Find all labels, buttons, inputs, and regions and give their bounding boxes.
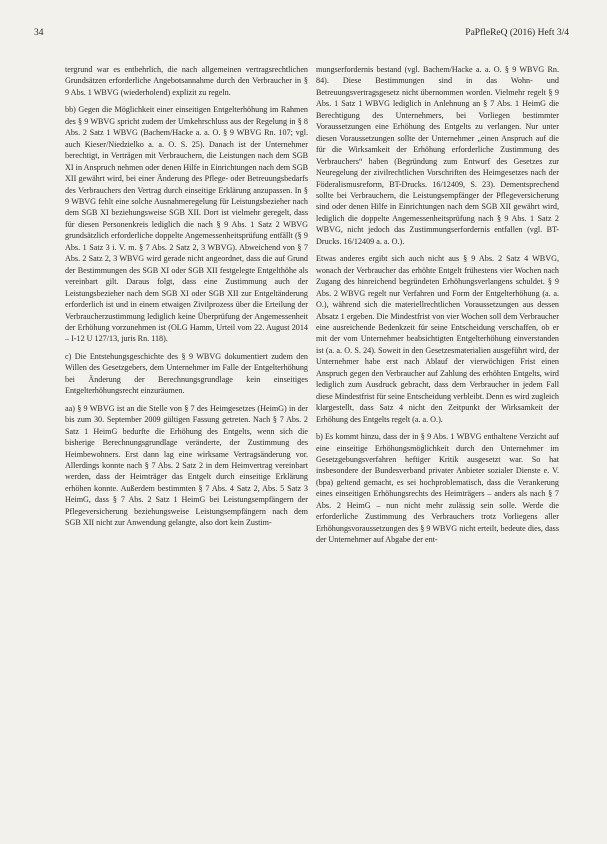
left-column — [65, 64, 308, 535]
paragraph: mungserfordernis bestand (vgl. Bachem/Hacke a. a. O. § 9 WBVG Rn. 84). Diese Bestimmungen sind in das Wohn- und Betreuungsvertragsgesetz nicht übernommen worden. Vielmehr regelt § 9 Abs. 1 Satz 1 WBVG lediglich in Anlehnung an § 7 Abs. 1 HeimG die Berechtigung des Unternehmers, bei Vorliegen bestimmter Voraussetzungen eine Erhöhung des Entgelts zu verlangen. Nur unter diesen Voraussetzungen sollte der Unternehmer „einen Anspruch auf die für die Wirksamkeit der Erhöhung erforderliche Zustimmung des Verbrauchers“ haben (Begründung zum Entwurf des Gesetzes zur Neuregelung der zivilrechtlichen Vorschriften des Heimgesetzes nach der Föderalismusreform, BT-Drucks. 16/12409, S. 23). Dementsprechend sollte bei Verbrauchern, die Leistungsempfänger der Pflegeversicherung sind oder denen Hilfe in Einrichtungen nach dem SGB XII gewährt wird, lediglich die doppelte Angemessenheitsprüfung nach § 9 Abs. 1 Satz 2 WBVG, nicht jedoch das Zustimmungserfordernis entfallen (vgl. BT-Drucks. 16/12409 a. a. O.). — [316, 65, 559, 246]
paragraph: tergrund war es entbehrlich, die nach allgemeinen vertragsrechtlichen Grundsätzen erforderliche Angebotsannahme durch den Verbraucher in § 9 Abs. 1 WBVG (wiederholend) explizit zu regeln. — [65, 65, 308, 97]
paragraph: Etwas anderes ergibt sich auch nicht aus § 9 Abs. 2 Satz 4 WBVG, wonach der Verbraucher das erhöhte Entgelt frühestens vier Wochen nach Zugang des hinreichend begründeten Erhöhungsverlangens schuldet. § 9 Abs. 2 WBVG regelt nur Verfahren und Form der Entgelterhöhung (a. a. O.), während sich die materiellrechtlichen Voraussetzungen aus dessen Absatz 1 ergeben. Die Mindestfrist von vier Wochen soll dem Verbraucher eine ausreichende Bedenkzeit für seine Entscheidung verschaffen, ob er mit der vom Unternehmer beabsichtigten Entgelterhöhung einverstanden ist (a. a. O. S. 24). Soweit in den Gesetzesmaterialien ausgeführt wird, der Unternehmer habe erst nach Ablauf der vierwöchigen Frist einen Anspruch gegen den Verbraucher auf Zahlung des erhöhten Entgelts, wird lediglich zum Ausdruck gebracht, dass dem Verbraucher in jedem Fall diese Mindestfrist für seine Entscheidung verbleibt. Denn es wird zugleich klargestellt, dass Satz 4 nicht den Zeitpunkt der Wirksamkeit der Erhöhung des Entgelts regelt (a. a. O.). — [316, 254, 559, 424]
running-head: PaPfleReQ (2016) Heft 3/4 — [465, 28, 569, 38]
paragraph: b) Es kommt hinzu, dass der in § 9 Abs. 1 WBVG enthaltene Verzicht auf eine einseitige Erhöhungsmöglichkeit durch den Unternehmer im Gesetzgebungsverfahren heftiger Kritik ausgesetzt war. So hat insbesondere der Bundesverband privater Anbieter sozialer Dienste e. V. (bpa) geltend gemacht, es sei hochproblematisch, dass die Verankerung eines einseitigen Erhöhungsrechts des Heimträgers – anders als nach § 7 Abs. 2 HeimG – nun nicht mehr zulässig sein solle. Werde die erforderliche Zustimmung des Verbrauchers trotz Vorliegens aller Erhöhungsvoraussetzungen des § 9 WBVG nicht erteilt, bedeute dies, dass der Unternehmer auf Abgabe der ent- — [316, 432, 559, 545]
paragraph: aa) § 9 WBVG ist an die Stelle von § 7 des Heimgesetzes (HeimG) in der bis zum 30. September 2009 gültigen Fassung getreten. Nach § 7 Abs. 2 Satz 1 HeimG bedurfte die Erhöhung des Entgelts, wenn sich die bisherige Berechnungsgrundlage veränderte, der Zustimmung des Heimbewohners. Erst dann lag eine wirksame Vertragsänderung vor. Allerdings konnte nach § 7 Abs. 2 Satz 2 in dem Heimvertrag vereinbart werden, dass der Heimträger das Entgelt durch einseitige Erklärung erhöhen konnte. Außerdem bestimmten § 7 Abs. 4 Satz 2, Abs. 5 Satz 3 HeimG, dass § 7 Abs. 2 Satz 1 HeimG bei Leistungsempfängern der Pflegeversicherung beziehungsweise Leistungsempfängern nach dem SGB XII nicht zur Anwendung gelangte, also dort kein Zustim- — [65, 403, 308, 528]
paragraph: bb) Gegen die Möglichkeit einer einseitigen Entgelterhöhung im Rahmen des § 9 WBVG spricht zudem der Umkehrschluss aus der Regelung in § 8 Abs. 2 Satz 1 WBVG (Bachem/Hacke a. a. O. § 9 WBVG Rn. 107; vgl. auch Kieser/Niedzielko a. a. O. S. 25). Danach ist der Unternehmer berechtigt, in Verträgen mit Verbrauchern, die Leistungen nach dem SGB XI in Anspruch nehmen oder denen Hilfe in Einrichtungen nach dem SGB XII gewährt wird, bei einer Änderung des Pflege- oder Betreuungsbedarfs des Verbrauchers den Vertrag durch einseitige Erklärung anzupassen. In § 9 WBVG fehlt eine solche Ausnahmeregelung für Leistungsbezieher nach dem SGB XI beziehungsweise SGB XII. Dort ist vielmehr geregelt, dass für diesen Personenkreis lediglich die nach § 9 Abs. 1 Satz 2 WBVG grundsätzlich erforderliche doppelte Angemessenheitsprüfung entfällt (§ 9 Abs. 1 Satz 3 i. V. m. § 7 Abs. 2 Satz 2, 3 WBVG). Abweichend von § 7 Abs. 2 Satz 2, 3 WBVG wird gerade nicht angeordnet, dass die auf Grund der Bestimmungen des SGB XI oder SGB XII festgelegte Entgelthöhe als vereinbart gilt. Daraus folgt, dass eine Zustimmung auch der Leistungsbezieher nach dem SGB XI oder SGB XII zur Entgeltänderung erforderlich ist und in einem etwaigen Zivilprozess über die Erteilung der Verbraucherzustimmung lediglich keine Überprüfung der Angemessenheit der Erhöhung vorzunehmen ist (OLG Hamm, Urteil vom 22. August 2014 – I-12 U 127/13, juris Rn. 118). — [65, 105, 308, 344]
paragraph: c) Die Entstehungsgeschichte des § 9 WBVG dokumentiert zudem den Willen des Gesetzgebers, dem Unternehmer im Falle der Entgelterhöhung bei Änderung der Berechnungsgrundlage kein einseitiges Entgelterhöhungsrecht einzuräumen. — [65, 351, 308, 396]
page-number: 34 — [34, 28, 44, 38]
right-column — [316, 64, 559, 552]
